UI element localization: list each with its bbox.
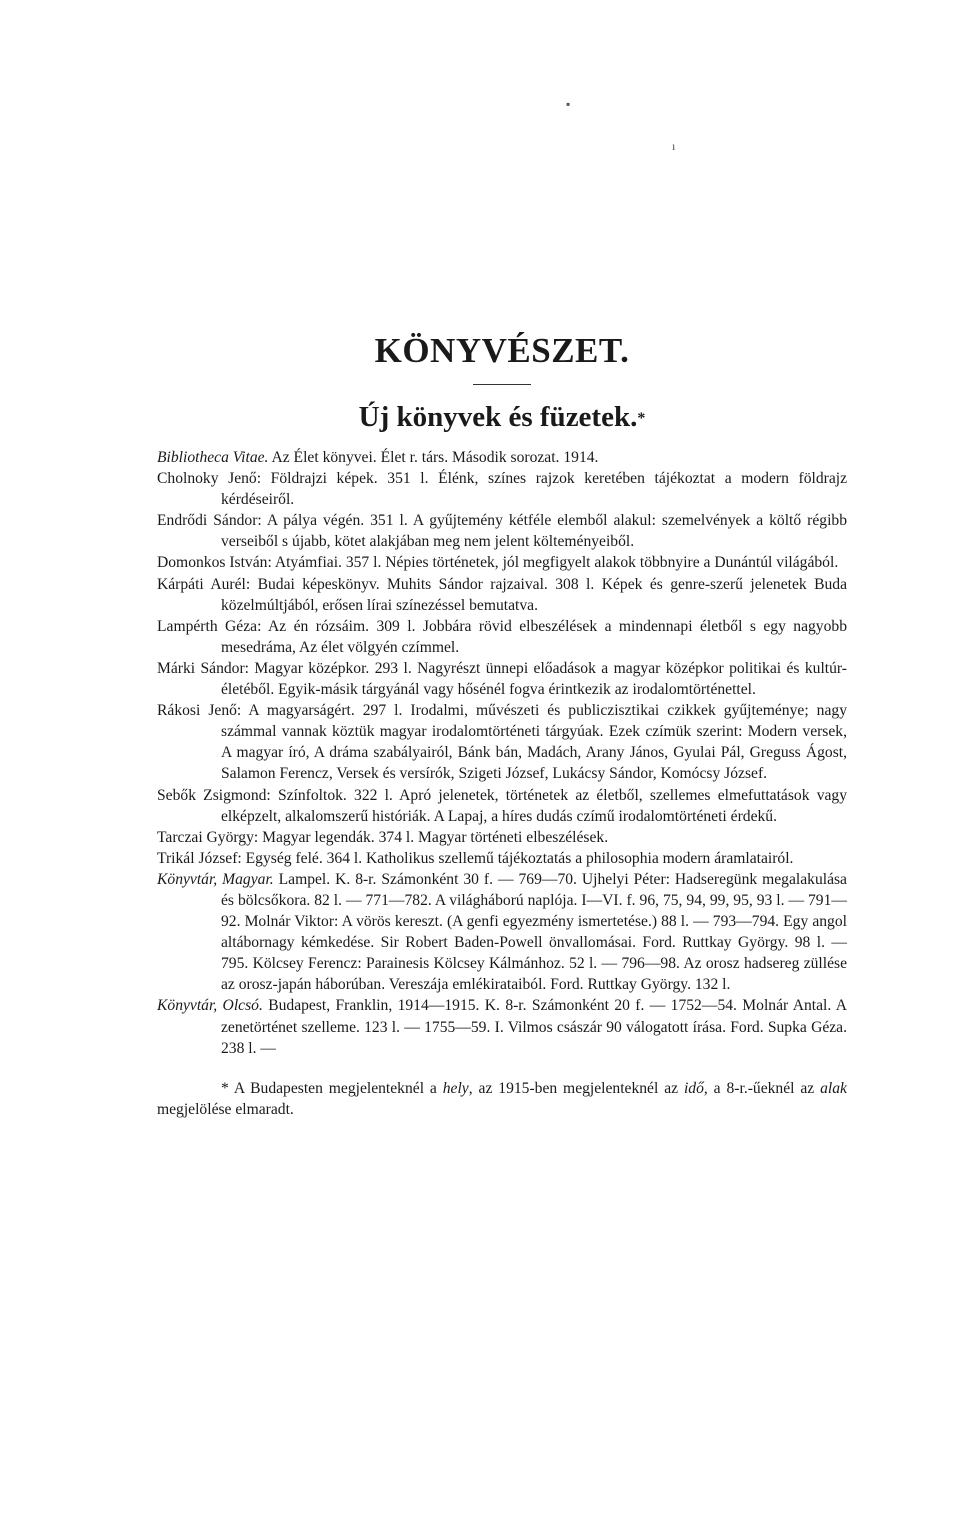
entry-text: Az Élet könyvei. Élet r. társ. Második sorozat. 1914. xyxy=(268,449,599,466)
footnote xyxy=(157,1078,847,1121)
bibliography-entry xyxy=(157,616,847,658)
bibliography-entry xyxy=(157,827,847,848)
entry-text: Lampel. K. 8-r. Számonként 30 f. — 769—70. Ujhelyi Péter: Hadseregünk megalakulása és bölcsőkora. 82 l. — 771—782. A világháború naplója. I—VI. f. 96, 75, 94, 99, 95, 93 l. — 791—92. Molnár Viktor: A vörös kereszt. (A genfi egyezmény ismertetése.) 88 l. — 793—794. Egy angol altábornagy kémkedése. Sir Robert Baden-Powell önvallomásai. Ford. Ruttkay György. 98 l. — 795. Kölcsey Ferencz: Parainesis Kölcsey Kálmánhoz. 52 l. — 796—98. Az orosz hadsereg züllése az orosz-japán háborúban. Vereszája emlékirataiból. Ford. Ruttkay György. 132 l. xyxy=(221,870,847,994)
footnote-marker: * xyxy=(637,410,646,427)
entry-text: Trikál József: Egység felé. 364 l. Katholikus szellemű tájékoztatás a philosophia modern áramlatairól. xyxy=(157,849,794,867)
entry-series: Könyvtár, Magyar. xyxy=(157,870,274,888)
page-title: KÖNYVÉSZET. xyxy=(374,331,630,370)
page-subtitle xyxy=(157,399,847,435)
entry-text: Rákosi Jenő: A magyarságért. 297 l. Irodalmi, művészeti és publiczisztikai czikkek gyűjteménye; nagy számmal vannak köztük magyar irodalomtörténeti tárgyúak. Ezek czímük szerint: Modern versek, A magyar író, A dráma szabályairól, Bánk bán, Madách, Arany János, Gyulai Pál, Greguss Ágost, Salamon Ferencz, Versek és versírók, Szigeti József, Lukácsy Sándor, Komócsy József. xyxy=(157,702,847,783)
footnote-text: megjelölése elmaradt. xyxy=(157,1101,294,1119)
bibliography-entry xyxy=(157,700,847,784)
entry-text: Budapest, Franklin, 1914—1915. K. 8-r. Számonként 20 f. — 1752—54. Molnár Antal. A zenetörténet szelleme. 123 l. — 1755—59. I. Vilmos császár 90 válogatott írása. Ford. Supka Géza. 238 l. — xyxy=(221,997,847,1057)
footnote-text: * A Budapesten megjelenteknél a xyxy=(221,1079,443,1097)
bibliography-entry xyxy=(157,510,847,552)
title-rule xyxy=(473,384,531,385)
footnote-text: , a 8-r.-űeknél az xyxy=(703,1079,821,1097)
entry-series: Bibliotheca Vitae. xyxy=(157,449,269,466)
bibliography-entry xyxy=(157,995,847,1058)
bibliography-list xyxy=(157,447,847,1059)
entry-text: Cholnoky Jenő: Földrajzi képek. 351 l. Élénk, színes rajzok keretében tájékoztat a modern földrajz kérdéseiről. xyxy=(157,470,847,509)
bibliography-entry xyxy=(157,552,847,573)
bibliography-entry xyxy=(157,869,847,996)
footnote-text: , az 1915-ben megjelenteknél az xyxy=(468,1079,684,1097)
bibliography-entry xyxy=(157,658,847,700)
footnote-emphasis: hely xyxy=(442,1079,469,1097)
entry-text: Tarczai György: Magyar legendák. 374 l. Magyar történeti elbeszélések. xyxy=(157,828,609,846)
bibliography-entry xyxy=(157,848,847,869)
entry-text: Endrődi Sándor: A pálya végén. 351 l. A gyűjtemény kétféle elemből alakul: szemelvények a költő régibb verseiből s újabb, kötet alakjában meg nem jelent költeményeiből. xyxy=(157,512,847,551)
footnote-emphasis: idő xyxy=(683,1079,704,1097)
entry-text: Kárpáti Aurél: Budai képeskönyv. Muhits Sándor rajzaival. 308 l. Képek és genre-szerű jelenetek Buda közelmúltjából, erősen lírai színezéssel bemutatva. xyxy=(157,575,847,614)
document-page xyxy=(157,330,847,1136)
entry-text: Márki Sándor: Magyar középkor. 293 l. Nagyrészt ünnepi előadások a magyar középkor politikai és kultúr-életéből. Egyik-másik tárgyánál vagy hősénél fogva érintkezik az irodalomtörténettel. xyxy=(157,659,847,699)
footnote-emphasis: alak xyxy=(820,1079,847,1097)
entry-text: Domonkos István: Atyámfiai. 357 l. Népies történetek, jól megfigyelt alakok többnyire a Dunántúl világából. xyxy=(157,554,839,572)
bibliography-entry xyxy=(157,468,847,510)
subtitle-text: Új könyvek és füzetek. xyxy=(358,401,638,433)
scan-speck: ▪ xyxy=(566,97,571,111)
entry-text: Lampérth Géza: Az én rózsáim. 309 l. Jobbára rövid elbeszélések a mindennapi életből s egy nagyobb mesedráma, Az élet völgyén czímmel. xyxy=(157,617,847,656)
entry-series: Könyvtár, Olcsó. xyxy=(157,997,263,1015)
bibliography-entry xyxy=(157,785,847,827)
bibliography-entry xyxy=(157,574,847,616)
bibliography-entry xyxy=(157,447,847,468)
entry-text: Sebők Zsigmond: Színfoltok. 322 l. Apró jelenetek, történetek az életből, szellemes elmefuttatások vagy elképzelt, alkalomszerű históriák. A Lapaj, a híres dudás czímű irodalomtörténeti érdekű. xyxy=(157,786,847,825)
scan-speck: ı xyxy=(672,139,676,153)
